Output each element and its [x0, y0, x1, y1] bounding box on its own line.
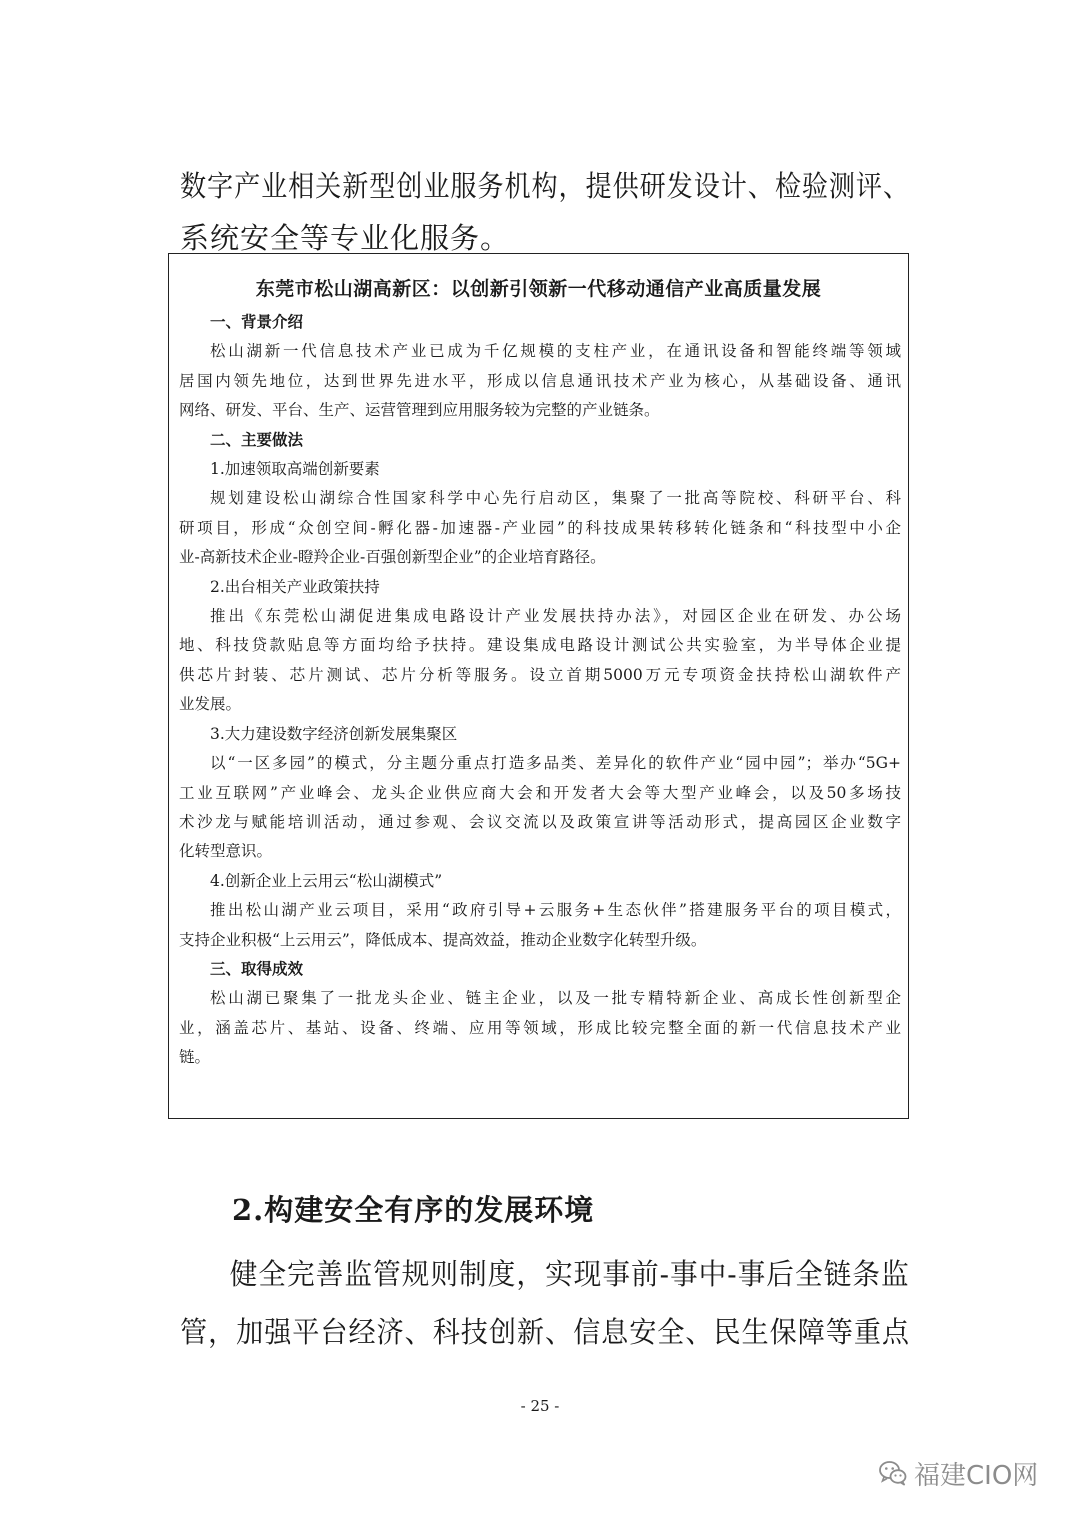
case-text-line: 供芯片封装、芯片测试、芯片分析等服务。设立首期5000万元专项资金扶持松山湖软件产	[179, 665, 901, 684]
case-text-line: 业-高新技术企业-瞪羚企业-百强创新型企业”的企业培育路径。	[179, 548, 606, 567]
case-text-line: 以“一区多园”的模式，分主题分重点打造多品类、差异化的软件产业“园中园”；举办“5G+	[210, 754, 901, 773]
case-text-line: 网络、研发、平台、生产、运营管理到应用服务较为完整的产业链条。	[179, 401, 660, 420]
case-study-title: 东莞市松山湖高新区：以创新引领新一代移动通信产业高质量发展	[255, 278, 822, 300]
case-text-line: 工业互联网”产业峰会、龙头企业供应商大会和开发者大会等大型产业峰会，以及50多场技	[179, 783, 901, 802]
intro-line: 系统安全等专业化服务。	[180, 221, 511, 255]
case-text-line: 业，涵盖芯片、基站、设备、终端、应用等领域，形成比较完整全面的新一代信息技术产业	[179, 1018, 901, 1037]
case-text-line: 居国内领先地位，达到世界先进水平，形成以信息通讯技术产业为核心，从基础设备、通讯	[179, 371, 901, 390]
case-subheading: 4.创新企业上云用云“松山湖模式”	[210, 871, 443, 890]
wechat-icon	[878, 1459, 908, 1487]
watermark	[878, 1457, 1038, 1489]
case-text-line: 链。	[179, 1048, 211, 1067]
case-section-heading: 三、取得成效	[210, 959, 304, 978]
intro-paragraph	[180, 160, 910, 264]
case-section-heading: 二、主要做法	[210, 430, 304, 449]
case-text-line: 化转型意识。	[179, 842, 273, 861]
section-line: 健全完善监管规则制度，实现事前-事中-事后全链条监	[229, 1257, 910, 1291]
case-section-heading: 一、背景介绍	[210, 313, 304, 331]
case-text-line: 支持企业积极“上云用云”，降低成本、提高效益，推动企业数字化转型升级。	[179, 930, 707, 949]
case-text-line: 地、科技贷款贴息等方面均给予扶持。建设集成电路设计测试公共实验室，为半导体企业提	[179, 636, 901, 655]
case-text-line: 推出松山湖产业云项目，采用“政府引导+云服务+生态伙伴”搭建服务平台的项目模式，	[210, 901, 901, 920]
case-study-body	[179, 308, 901, 1073]
case-subheading: 2.出台相关产业政策扶持	[210, 577, 380, 596]
section-heading: 2.构建安全有序的发展环境	[232, 1193, 595, 1227]
case-text-line: 术沙龙与赋能培训活动，通过参观、会议交流以及政策宣讲等活动形式，提高园区企业数字	[179, 812, 901, 831]
watermark-text: 福建CIO网	[914, 1460, 1039, 1491]
case-text-line: 业发展。	[179, 695, 242, 714]
section-paragraph	[180, 1245, 910, 1361]
case-text-line: 推出《东莞松山湖促进集成电路设计产业发展扶持办法》，对园区企业在研发、办公场	[210, 607, 901, 626]
case-text-line: 研项目，形成“众创空间-孵化器-加速器-产业园”的科技成果转移转化链条和“科技型中小企	[179, 518, 901, 537]
page-number: - 25 -	[520, 1397, 560, 1415]
case-text-line: 松山湖已聚集了一批龙头企业、链主企业，以及一批专精特新企业、高成长性创新型企	[210, 989, 901, 1008]
case-study-box	[168, 253, 909, 1119]
case-text-line: 松山湖新一代信息技术产业已成为千亿规模的支柱产业，在通讯设备和智能终端等领域	[210, 342, 901, 361]
case-text-line: 规划建设松山湖综合性国家科学中心先行启动区，集聚了一批高等院校、科研平台、科	[210, 489, 901, 508]
case-subheading: 1.加速领取高端创新要素	[210, 460, 380, 479]
section-line: 管，加强平台经济、科技创新、信息安全、民生保障等重点	[180, 1315, 911, 1349]
case-subheading: 3.大力建设数字经济创新发展集聚区	[210, 724, 458, 743]
intro-line: 数字产业相关新型创业服务机构，提供研发设计、检验测评、	[180, 169, 911, 203]
